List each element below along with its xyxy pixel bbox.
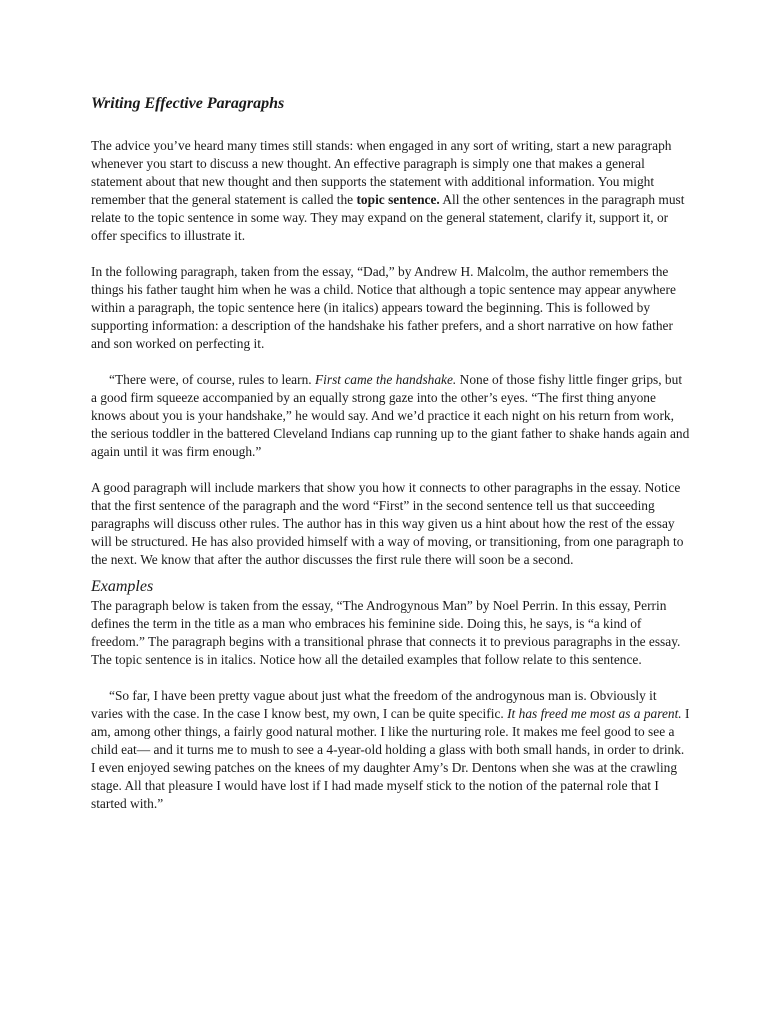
perrin-quote-paragraph (91, 687, 691, 813)
perrin-quote-start: “So far, I have been pretty vague about just what the freedom of the androgynous man is. Obviously it varies with the case. In the case I know best, my own, I can be quite specific. (91, 688, 657, 721)
perrin-intro-paragraph: The paragraph below is taken from the essay, “The Androgynous Man” by Noel Perrin. In this essay, Perrin defines the term in the title as a man who embraces his feminine side. Doing this, he says, is “a kind of freedom.” The paragraph begins with a transitional phrase that connects it to previous paragraphs in the essay. The topic sentence is in italics. Notice how all the detailed examples that follow relate to this sentence. (91, 598, 681, 667)
malcolm-quote-start: “There were, of course, rules to learn. (109, 372, 315, 387)
document-title: Writing Effective Paragraphs (91, 95, 285, 112)
intro-paragraph (91, 137, 691, 245)
perrin-quote-end: I am, among other things, a fairly good natural mother. I like the nurturing role. It makes me feel good to see a child eat— and it turns me to mush to see a 4-year-old holding a glass with both small hands, in order to drink. I even enjoyed sewing patches on the knees of my daughter Amy’s Dr. Dentons when she was at the crawling stage. All that pleasure I would have lost if I had made myself stick to the notion of the paternal role that I started with.” (91, 706, 690, 811)
malcolm-topic-sentence: First came the handshake. (314, 372, 457, 387)
document-page (91, 94, 691, 831)
perrin-topic-sentence: It has freed me most as a parent. (507, 706, 682, 721)
examples-heading: Examples (91, 578, 154, 595)
markers-paragraph: A good paragraph will include markers that show you how it connects to other paragraphs in the essay. Notice that the first sentence of the paragraph and the word “First” in the second sentence tell us that succeeding paragraphs will discuss other rules. The author has in this way given us a hint about how the rest of the essay will be structured. He has also provided himself with a way of moving, or transitioning, from one paragraph to the next. We know that after the author discusses the first rule there will soon be a second. (91, 480, 684, 567)
malcolm-quote-paragraph (91, 371, 691, 461)
malcolm-quote-end: None of those fishy little finger grips, but a good firm squeeze accompanied by an equally strong gaze into the other’s eyes. “The first thing anyone knows about you is your handshake,” he would say. And we’d practice it each night on his return from work, the serious toddler in the battered Cleveland Indians cap running up to the giant father to shake hands again and again until it was firm enough.” (91, 372, 690, 459)
malcolm-intro-paragraph: In the following paragraph, taken from the essay, “Dad,” by Andrew H. Malcolm, the author remembers the things his father taught him when he was a child. Notice that although a topic sentence may appear anywhere within a paragraph, the topic sentence here (in italics) appears toward the beginning. This is followed by supporting information: a description of the handshake his father prefers, and a short narrative on how father and son worked on perfecting it. (91, 264, 676, 351)
topic-sentence-term: topic sentence. (356, 192, 440, 207)
intro-text-end: All the other sentences in the paragraph must relate to the topic sentence in some way. They may expand on the general statement, clarify it, support it, or offer specifics to illustrate it. (91, 192, 685, 243)
intro-text-start: The advice you’ve heard many times still stands: when engaged in any sort of writing, start a new paragraph whenever you start to discuss a new thought. An effective paragraph is simply one that makes a general statement about that new thought and then supports the statement with additional information. You might remember that the general statement is called the (91, 138, 672, 207)
